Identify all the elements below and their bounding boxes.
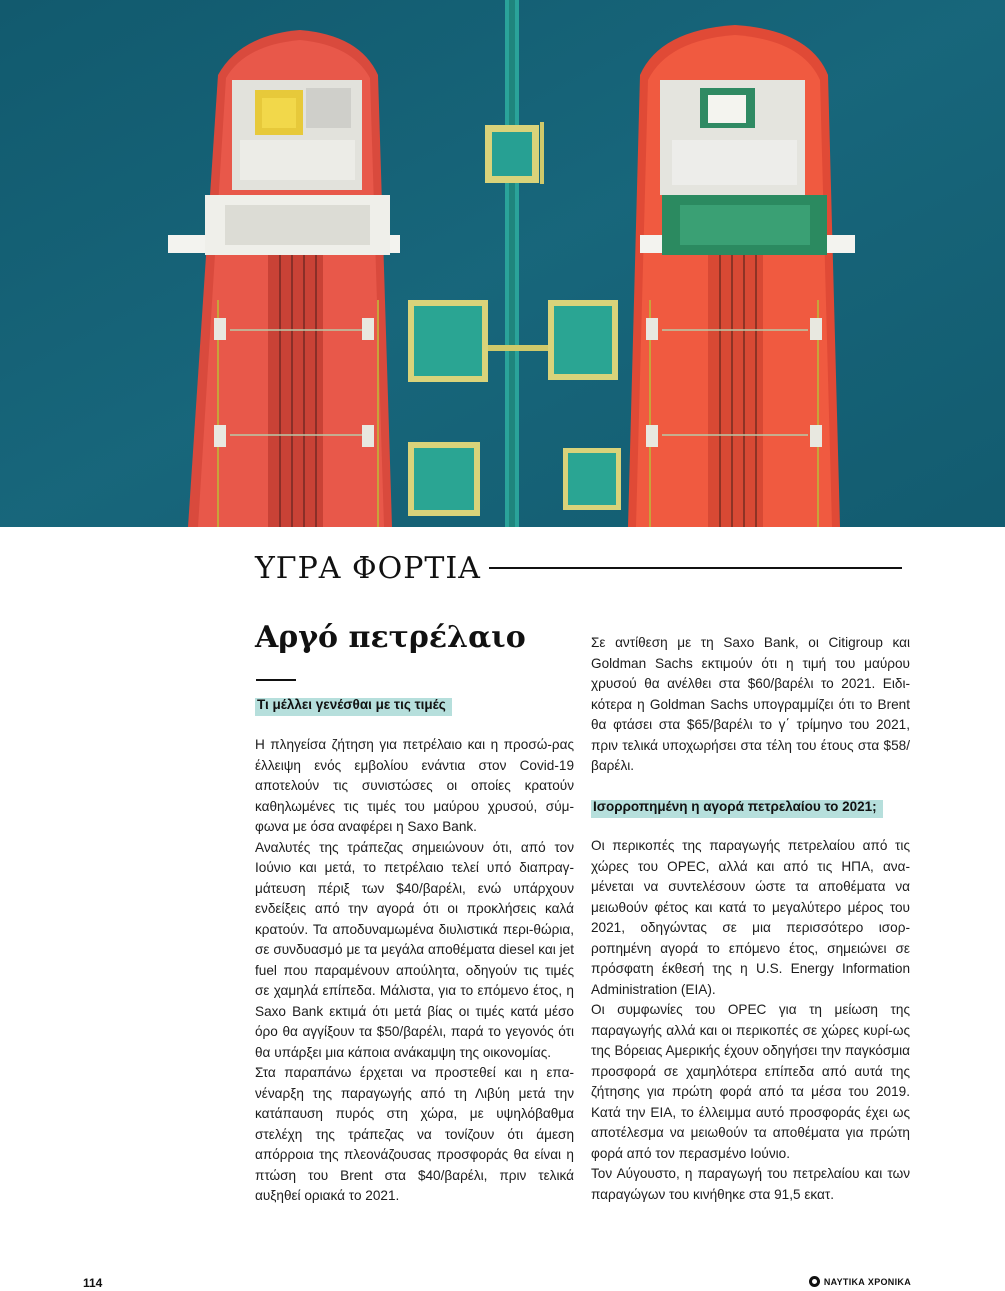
paragraph: Στα παραπάνω έρχεται να προστεθεί και η επα-νέναρξη της παραγωγής από τη Λιβύη μετά την κατάπαυση πυρός στη χώρα, με υψηλόβαθμα στελέχη της τράπεζας να τονίζουν ότι άμεση απόρροια της πλεονάζουσας προσφοράς θα είναι η πτώση του Brent στα $40/βαρέλι, πριν τελικά αυξηθεί οριακά το 2021. xyxy=(255,1065,574,1203)
paragraph: Αναλυτές της τράπεζας σημειώνουν ότι, από τον Ιούνιο και μετά, το πετρέλαιο τελεί υπό διαπραγ-μάτευση πέριξ των $40/βαρέλι, ενώ υπάρχουν ενδείξεις από την αγορά ότι οι προκλήσεις καλά κρατούν. Τα αποδυναμωμένα διυλιστικά περι-θώρια, σε συνδυασμό με τα μεγάλα αποθέματα diesel και jet fuel που παραμένουν απούλητα, οδηγούν τις τιμές σε χαμηλά επίπεδα. Μάλιστα, για το επόμενο έτος, η Saxo Bank εκτιμά ότι μετά βίας οι τιμές κατά μέσο όρο θα αγγίξουν τα $50/βαρέλι, παρά το γεγονός ότι θα υπάρξει μια κάποια ανάκαμψη της οικονομίας. xyxy=(255,839,574,1060)
left-column xyxy=(255,735,574,1207)
right-column-top xyxy=(591,633,910,777)
paragraph: Τον Αύγουστο, η παραγωγή του πετρελαίου και των παραγώγων του κινήθηκε στα 91,5 εκατ. xyxy=(591,1166,910,1202)
right-tanker xyxy=(628,25,855,527)
subhead-balanced-market: Ισορροπημένη η αγορά πετρελαίου το 2021; xyxy=(591,796,883,818)
aerial-tankers-illustration xyxy=(0,0,1005,527)
footer-brand xyxy=(809,1276,911,1287)
brand-name: ΝΑΥΤΙΚΑ ΧΡΟΝΙΚΑ xyxy=(823,1276,911,1287)
subhead-prices: Τι μέλλει γενέσθαι με τις τιμές xyxy=(255,694,452,716)
page-number: 114 xyxy=(83,1276,103,1290)
right-column-bottom xyxy=(591,836,910,1205)
paragraph: Η πληγείσα ζήτηση για πετρέλαιο και η προσώ-ρας έλλειψη ενός εμβολίου ενάντια στον Covid-19 αποτελούν τις συνιστώσες οι οποίες κρατούν καθηλωμένες τις τιμές του μαύρου χρυσού, σύμ-φωνα με όσα αναφέρει η Saxo Bank. xyxy=(255,737,574,834)
section-rule xyxy=(489,567,902,569)
paragraph: Οι περικοπές της παραγωγής πετρελαίου από τις χώρες του OPEC, αλλά και από τις ΗΠΑ, ανα-μένεται να συντελέσουν ώστε τα αποθέματα να μειωθούν φέτος και κατά το μεγαλύτερο μέρος του 2021, οδηγώντας σε μια περισσότερο ισορ-ροπημένη αγορά το επόμενο έτος, σημειώνει σε πρόσφατη έκθεσή της η U.S. Energy Information Administration (EIA). xyxy=(591,838,910,997)
hero-photo xyxy=(0,0,1005,527)
section-title: ΥΓΡΑ ΦΟΡΤΙΑ xyxy=(255,551,481,586)
title-dash xyxy=(256,679,296,681)
paragraph: Σε αντίθεση με τη Saxo Bank, οι Citigroup και Goldman Sachs εκτιμούν ότι η τιμή του μαύρου χρυσού θα ανέλθει στα $60/βαρέλι το 2021. Ειδι-κότερα η Goldman Sachs υπογραμμίζει ότι το Brent θα φτάσει στα $65/βαρέλι το γ΄ τρίμηνο του 2021, πριν τελικά υποχωρήσει στα τέλη του έτους στα $58/βαρέλι. xyxy=(591,635,910,773)
brand-logo-icon xyxy=(809,1276,820,1287)
article-title: Αργό πετρέλαιο xyxy=(255,620,526,655)
paragraph: Οι συμφωνίες του OPEC για τη μείωση της παραγωγής αλλά και οι περικοπές σε χώρες κυρί-ως της Βόρειας Αμερικής έχουν οδηγήσει την παγκόσμια προσφορά σε χαμηλότερα επίπεδα από αυτά της ζήτησης για πρώτη φορά από τα μέσα του 2019. Κατά την EIA, το έλλειμμα αυτό προσφοράς έχει ως αποτέλεσμα να μειωθούν τα αποθέματα για πρώτη φορά από τον περασμένο Ιούνιο. xyxy=(591,1002,910,1161)
